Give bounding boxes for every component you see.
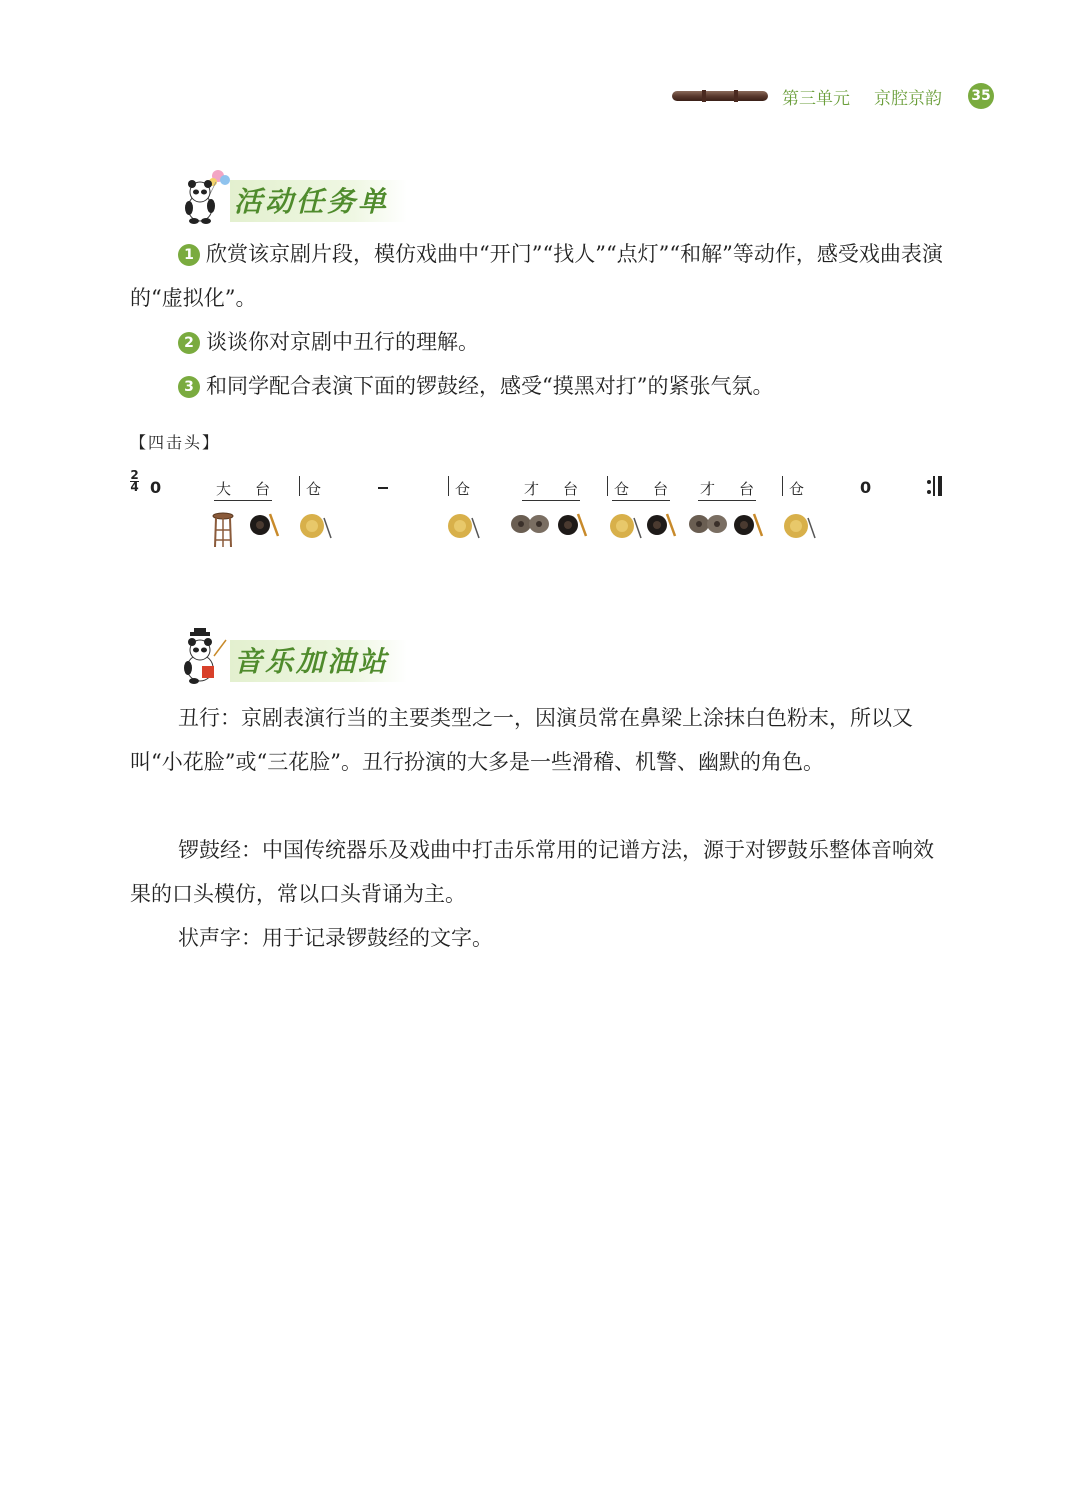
small-gong-icon <box>556 512 588 538</box>
syllable-cang: 仓 <box>455 480 471 498</box>
bar-line <box>782 476 783 496</box>
panda-conductor-icon <box>180 628 230 684</box>
end-bar-thin <box>933 476 935 496</box>
syllable-tai: 台 <box>563 480 579 498</box>
term-label: 状声字： <box>178 926 262 950</box>
bar-line <box>299 476 300 496</box>
activity-item-text: 和同学配合表演下面的锣鼓经，感受“摸黑对打”的紧张气氛。 <box>206 374 774 398</box>
syllable-tai: 台 <box>653 480 669 498</box>
big-gong-icon <box>782 512 818 540</box>
rest-zero: 0 <box>150 478 162 497</box>
big-gong-icon <box>298 512 334 540</box>
time-signature-top: 2 <box>130 468 139 482</box>
definition-text: 中国传统器乐及戏曲中打击乐常用的记谱方法，源于对锣鼓乐整体音响效果的口头模仿，常以口头背诵为主。 <box>130 838 934 906</box>
page-number: 35 <box>968 83 994 109</box>
sustain-dash <box>378 487 388 489</box>
big-gong-icon <box>608 512 644 540</box>
topic-label: 京腔京韵 <box>874 89 942 109</box>
time-signature <box>130 470 139 493</box>
bar-line <box>607 476 608 496</box>
gong-drum-score <box>0 470 1065 560</box>
panda-balloon-icon <box>180 168 230 224</box>
beat-underline <box>522 500 580 501</box>
activity-item-text: 欣赏该京剧片段，模仿戏曲中“开门”“找人”“点灯”“和解”等动作，感受戏曲表演的“虚拟化”。 <box>130 242 943 310</box>
term-label: 丑行： <box>178 706 241 730</box>
activity-item-3 <box>178 364 773 408</box>
cymbals-icon <box>510 512 550 536</box>
definition-text: 京剧表演行当的主要类型之一，因演员常在鼻梁上涂抹白色粉末，所以又叫“小花脸”或“三花脸”。丑行扮演的大多是一些滑稽、机警、幽默的角色。 <box>130 706 913 774</box>
repeat-dot <box>927 490 931 494</box>
activity-item-2 <box>178 320 479 364</box>
syllable-cai: 才 <box>524 480 540 498</box>
definition-luo-gu-jing <box>130 828 950 916</box>
unit-label: 第三单元 <box>782 89 850 109</box>
music-station-heading <box>180 628 440 688</box>
syllable-cang: 仓 <box>789 480 805 498</box>
syllable-cang: 仓 <box>306 480 322 498</box>
bar-line <box>448 476 449 496</box>
drum-stand-icon <box>212 512 234 548</box>
activity-title: 活动任务单 <box>230 180 407 222</box>
activity-item-text: 谈谈你对京剧中丑行的理解。 <box>206 330 479 354</box>
big-gong-icon <box>446 512 482 540</box>
syllable-cai: 才 <box>700 480 716 498</box>
item-number-badge: 2 <box>178 332 200 354</box>
activity-item-1 <box>130 232 950 320</box>
item-number-badge: 1 <box>178 244 200 266</box>
page-header <box>670 82 1000 112</box>
end-bar-thick <box>938 476 942 496</box>
flute-icon <box>672 89 768 103</box>
syllable-tai: 台 <box>739 480 755 498</box>
beat-underline <box>612 500 670 501</box>
activity-heading <box>180 168 440 228</box>
cymbals-icon <box>688 512 728 536</box>
rest-zero: 0 <box>860 478 872 497</box>
definition-text: 用于记录锣鼓经的文字。 <box>262 926 493 950</box>
syllable-cang: 仓 <box>614 480 630 498</box>
item-number-badge: 3 <box>178 376 200 398</box>
syllable-da: 大 <box>216 480 232 498</box>
music-station-title: 音乐加油站 <box>230 640 407 682</box>
time-signature-bottom: 4 <box>130 480 139 494</box>
pattern-name: 【四击头】 <box>130 433 221 452</box>
small-gong-icon <box>645 512 677 538</box>
beat-underline <box>698 500 756 501</box>
syllable-tai: 台 <box>255 480 271 498</box>
small-gong-icon <box>732 512 764 538</box>
definition-zhuang-sheng-zi <box>130 916 950 960</box>
definition-chou-hang <box>130 696 950 784</box>
small-gong-icon <box>248 512 280 538</box>
beat-underline <box>214 500 272 501</box>
repeat-dot <box>927 480 931 484</box>
term-label: 锣鼓经： <box>178 838 262 862</box>
